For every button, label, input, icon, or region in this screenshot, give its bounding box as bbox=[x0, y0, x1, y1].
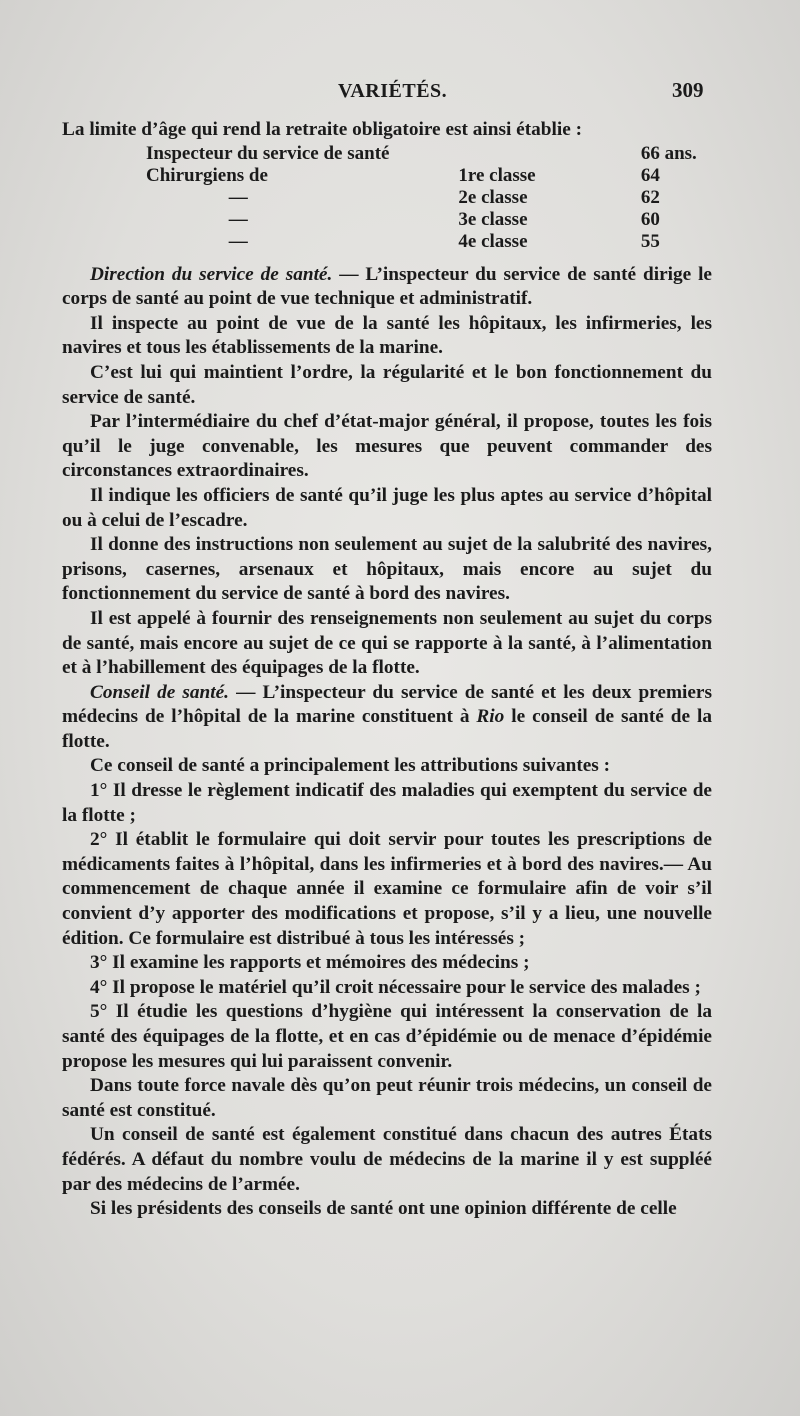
intro-sentence: La limite d’âge qui rend la retraite obligatoire est ainsi établie : bbox=[62, 119, 583, 140]
table-row bbox=[146, 209, 712, 231]
classe-cell: 1re classe bbox=[458, 164, 536, 186]
list-item: 2° Il établit le formulaire qui doit servir pour toutes les prescriptions de médicaments faites à l’hôpital, dans les infirmeries et à bord des navires.— Au commencement de chaque année il examine ce formulaire afin de voir s’il convient d’y apporter des modifications et propose, s’il y a lieu, une nouvelle édition. Ce formulaire est distribué à tous les intéressés ; bbox=[62, 829, 712, 949]
corps-cell: — bbox=[228, 186, 248, 208]
body-text bbox=[62, 118, 712, 1222]
paragraph: C’est lui qui maintient l’ordre, la régularité et le bon fonctionnement du service de santé. bbox=[62, 361, 712, 408]
age-cell: 60 bbox=[640, 208, 660, 230]
list-item: 1° Il dresse le règlement indicatif des maladies qui exemptent du service de la flotte ; bbox=[62, 780, 712, 826]
table-row bbox=[146, 187, 712, 209]
age-cell: 55 bbox=[640, 230, 660, 252]
paragraph: Dans toute force navale dès qu’on peut réunir trois médecins, un conseil de santé est constitué. bbox=[62, 1075, 712, 1121]
running-head bbox=[0, 78, 800, 108]
section-title: VARIÉTÉS. bbox=[338, 80, 448, 102]
corps-cell: — bbox=[228, 208, 248, 230]
paragraph: Par l’intermédiaire du chef d’état-major général, il propose, toutes les fois qu’il le juge convenable, les mesures que peuvent commander des circonstances extraordinaires. bbox=[62, 411, 712, 482]
classe-cell: 2e classe bbox=[458, 186, 528, 208]
conseil-heading: Conseil de santé. bbox=[90, 681, 229, 703]
table-row bbox=[146, 165, 712, 187]
corps-cell: Chirurgiens de bbox=[146, 164, 268, 186]
paragraph: Si les présidents des conseils de santé ont une opinion différente de celle bbox=[90, 1198, 677, 1220]
page-number: 309 bbox=[672, 78, 704, 102]
list-item: 3° Il examine les rapports et mémoires des médecins ; bbox=[90, 952, 530, 974]
paragraph: Il inspecte au point de vue de la santé les hôpitaux, les infirmeries, les navires et tous les établissements de la marine. bbox=[62, 312, 712, 359]
age-limit-table bbox=[146, 143, 712, 253]
paragraph: Il est appelé à fournir des renseignements non seulement au sujet du corps de santé, mais encore au sujet de ce qui se rapporte à la santé, à l’alimentation et à l’habillement des équipages de la flotte. bbox=[62, 607, 712, 679]
paragraph: Il donne des instructions non seulement au sujet de la salubrité des navires, prisons, casernes, arsenaux et hôpitaux, mais encore au sujet du fonctionnement du service de santé à bord des navires. bbox=[62, 534, 712, 605]
list-item: 5° Il étudie les questions d’hygiène qui intéressent la conservation de la santé des équipages de la flotte, et en cas d’épidémie ou de menace d’épidémie propose les mesures qui lui paraissent convenir. bbox=[62, 1001, 712, 1072]
classe-cell: 4e classe bbox=[458, 230, 528, 252]
classe-cell: 3e classe bbox=[458, 208, 528, 230]
age-cell: 66 ans. bbox=[640, 142, 697, 164]
conseil-lead-paragraph: Conseil de santé. — L’inspecteur du service de santé et les deux premiers médecins de l’hôpital de la marine constituent à Rio le conseil de santé de la flotte. bbox=[62, 681, 712, 752]
corps-cell: Inspecteur du service de santé bbox=[146, 142, 390, 164]
table-row bbox=[146, 143, 712, 165]
paragraph: Ce conseil de santé a principalement les attributions suivantes : bbox=[90, 755, 611, 777]
direction-lead-text: — L’inspecteur du service de santé dirige le corps de santé au point de vue technique et administratif. bbox=[62, 263, 712, 310]
city-name: Rio bbox=[476, 706, 505, 728]
list-item: 4° Il propose le matériel qu’il croit nécessaire pour le service des malades ; bbox=[90, 976, 701, 998]
age-cell: 62 bbox=[640, 186, 660, 208]
age-cell: 64 bbox=[640, 164, 660, 186]
table-row bbox=[146, 231, 712, 253]
paragraph: Un conseil de santé est également constitué dans chacun des autres États fédérés. A défaut du nombre voulu de médecins de la marine il y est suppléé par des médecins de l’armée. bbox=[62, 1124, 712, 1195]
direction-lead-paragraph bbox=[62, 263, 712, 312]
corps-cell: — bbox=[228, 230, 248, 252]
paragraph: Il indique les officiers de santé qu’il juge les plus aptes au service d’hôpital ou à celui de l’escadre. bbox=[62, 484, 712, 531]
direction-heading: Direction du service de santé. bbox=[90, 263, 333, 285]
